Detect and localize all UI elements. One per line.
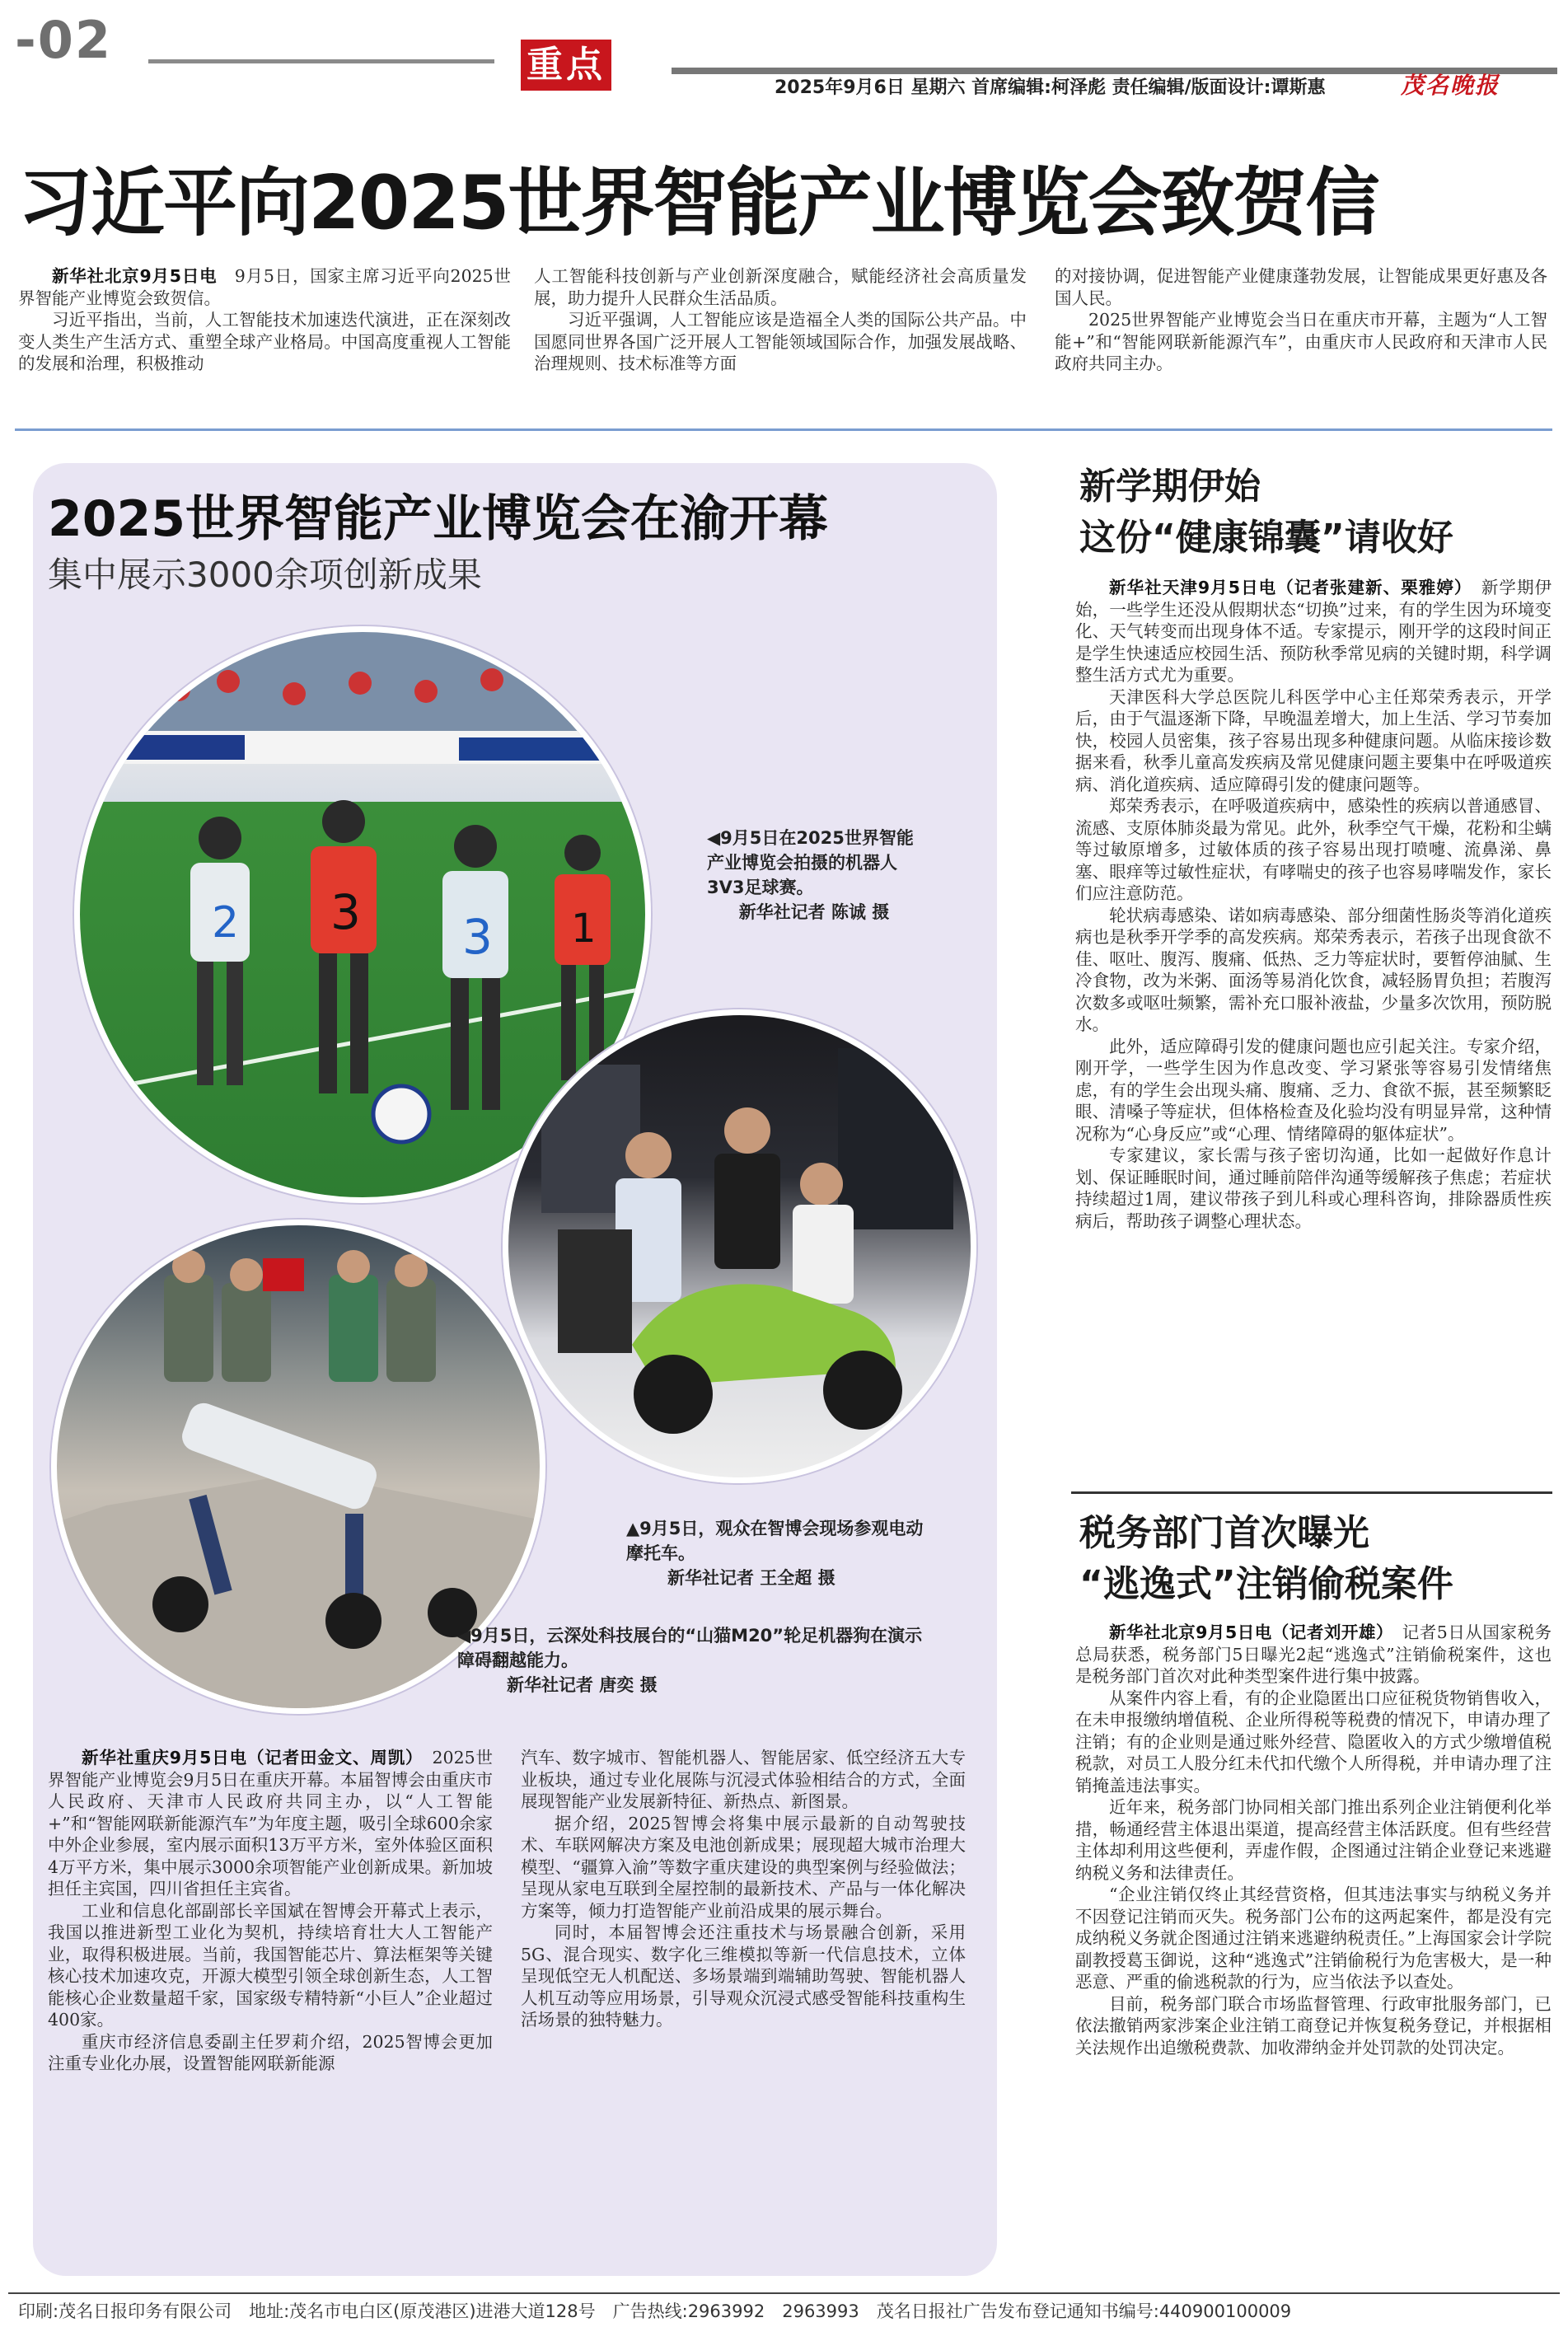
paragraph-text: 此外，适应障碍引发的健康问题也应引起关注。专家介绍，刚开学，一些学生因为作息改变、学习紧张等容易引发情绪焦虑，有的学生会出现头痛、腹痛、乏力、食欲不振，甚至频繁眨眼、清嗓子等症状，但体格检查及化验均没有明显异常，这种情况称为“心身反应”或“心理、情绪障碍的躯体症状”。 bbox=[1075, 1036, 1552, 1144]
paper-logo: 茂名晚报 bbox=[1401, 72, 1500, 99]
paragraph-text: 2025世界智能产业博览会当日在重庆市开幕，主题为“人工智能+”和“智能网联新能源汽车”，由重庆市人民政府和天津市人民政府共同主办。 bbox=[1055, 310, 1547, 373]
article-paragraph bbox=[18, 265, 511, 309]
article-paragraph bbox=[1075, 1993, 1552, 2059]
paragraph-text: 天津医科大学总医院儿科医学中心主任郑荣秀表示，开学后，由于气温逐渐下降，早晚温差增大，加上生活、学习节奏加快，校园人员密集，孩子容易出现多种健康问题。从临床接诊数据来看，秋季儿童高发疾病及常见健康问题主要集中在呼吸道疾病、消化道疾病、适应障碍引发的健康问题等。 bbox=[1075, 686, 1552, 794]
article-paragraph bbox=[534, 265, 1027, 309]
paragraph-text: 工业和信息化部副部长辛国斌在智博会开幕式上表示，我国以推进新型工业化为契机，持续培育壮大人工智能产业，取得积极进展。当前，我国智能芯片、算法框架等关键核心技术加速攻克，开源大模型引领全球创新生态，人工智能核心企业数量超千家，国家级专精特新“小巨人”企业超过400家。 bbox=[48, 1900, 493, 2030]
paragraph-text: 新学期伊始，一些学生还没从假期状态“切换”过来，有的学生因为环境变化、天气转变而出现身体不适。专家提示，刚开学的这段时间正是学生快速适应校园生活、预防秋季常见病的关键时期，科学调整生活方式尤为重要。 bbox=[1075, 578, 1552, 685]
footer-imprint: 印刷:茂名日报印务有限公司 地址:茂名市电白区(原茂港区)进港大道128号 广告热线:2963992 2963993 茂名日报社广告发布登记通知书编号:440900100009 bbox=[18, 2301, 1292, 2321]
paragraph-text: 记者5日从国家税务总局获悉，税务部门5日曝光2起“逃逸式”注销偷税案件，这也是税务部门首次对此种类型案件进行集中披露。 bbox=[1075, 1622, 1552, 1686]
dateline-lead: 新华社北京9月5日电（记者刘开雄） bbox=[1109, 1622, 1385, 1642]
visitor bbox=[714, 1107, 780, 1269]
section-divider bbox=[15, 428, 1552, 431]
expo-column-2 bbox=[521, 1747, 966, 2031]
photo1-caption-text: ◀9月5日在2025世界智能产业博览会拍摄的机器人3V3足球赛。 bbox=[707, 828, 914, 897]
photo3-caption bbox=[457, 1623, 939, 1697]
health-headline-line2: 这份“健康锦囊”请收好 bbox=[1079, 517, 1453, 559]
article-paragraph bbox=[1075, 1884, 1552, 1993]
article-paragraph bbox=[1075, 1796, 1552, 1884]
health-body bbox=[1075, 577, 1552, 1232]
robot-player bbox=[311, 800, 377, 1093]
dateline-lead: 新华社天津9月5日电（记者张建新、栗雅婷） bbox=[1109, 578, 1464, 597]
paragraph-text: 9月5日，国家主席习近平向2025世界智能产业博览会致贺信。 bbox=[18, 266, 512, 308]
page-number: -02 bbox=[15, 10, 113, 70]
motorbike-scene bbox=[508, 1015, 976, 1483]
dateline-lead: 新华社北京9月5日电 bbox=[52, 266, 218, 286]
jersey-number: 3 bbox=[330, 884, 361, 940]
paragraph-text: 轮状病毒感染、诺如病毒感染、部分细菌性肠炎等消化道疾病也是秋季开学季的高发疾病。郑荣秀表示，若孩子出现食欲不佳、呕吐、腹泻、腹痛、低热、乏力等症状时，要暂停油腻、生冷食物，改为米粥、面汤等易消化饮食，减轻肠胃负担；若腹泻次数多或呕吐频繁，需补充口服补液盐，少量多次饮用，预防脱水。 bbox=[1075, 905, 1552, 1034]
lead-column-3 bbox=[1055, 265, 1547, 375]
photo2-caption bbox=[626, 1516, 939, 1590]
paragraph-text: 习近平强调，人工智能应该是造福全人类的国际公共产品。中国愿同世界各国广泛开展人工智能领域国际合作，加强发展战略、治理规则、技术标准等方面 bbox=[534, 310, 1027, 373]
tax-headline bbox=[1079, 1508, 1549, 1610]
paragraph-text: 汽车、数字城市、智能机器人、智能居家、低空经济五大专业板块，通过专业化展陈与沉浸式体验相结合的方式，全面展现智能产业发展新特征、新热点、新图景。 bbox=[521, 1748, 966, 1811]
article-paragraph bbox=[1075, 1036, 1552, 1145]
photo2-caption-text: ▲9月5日，观众在智博会现场参观电动摩托车。 bbox=[626, 1519, 924, 1563]
scooter-wheel bbox=[823, 1351, 902, 1430]
paragraph-text: 据介绍，2025智博会将集中展示最新的自动驾驶技术、车联网解决方案及电池创新成果；展现超大城市治理大模型、“疆算入渝”等数字重庆建设的典型案例与经验做法；呈现从家电互联到全屋控制的最新技术、产品与一体化解决方案等，倾力打造智能产业前沿成果的展示舞台。 bbox=[521, 1813, 966, 1921]
robot-player bbox=[442, 825, 508, 1110]
robot-player bbox=[190, 817, 250, 1085]
photo1-credit: 新华社记者 陈诚 摄 bbox=[738, 902, 890, 922]
robot-player bbox=[555, 835, 611, 1080]
article-paragraph bbox=[48, 1900, 493, 2031]
footer-rule bbox=[8, 2292, 1560, 2294]
paragraph-text: 同时，本届智博会还注重技术与场景融合创新，采用5G、混合现实、数字化三维模拟等新一代信息技术，立体呈现低空无人机配送、多场景端到端辅助驾驶、智能机器人人机互动等应用场景，引导观众沉浸式感受智能科技重构生活场景的独特魅力。 bbox=[521, 1922, 966, 2030]
jersey-number: 2 bbox=[212, 898, 240, 948]
paragraph-text: 郑荣秀表示，在呼吸道疾病中，感染性的疾病以普通感冒、流感、支原体肺炎最为常见。此外，秋季空气干燥，花粉和尘螨等过敏原增多，过敏体质的孩子容易出现打喷嚏、流鼻涕、鼻塞、眼痒等过敏性症状，有哮喘史的孩子也容易哮喘发作，家长们应注意防范。 bbox=[1075, 796, 1552, 903]
tax-headline-line2: “逃逸式”注销偷税案件 bbox=[1079, 1563, 1453, 1605]
scooter-wheel bbox=[634, 1355, 713, 1434]
paragraph-text: 2025世界智能产业博览会9月5日在重庆开幕。本届智博会由重庆市人民政府、天津市人民政府共同主办，以“人工智能+”和“智能网联新能源汽车”为年度主题，吸引全球600余家中外企业参展，室内展示面积13万平方米，室外体验区面积4万平方米，集中展示3000余项智能产业创新成果。新加坡担任主宾国，四川省担任主宾省。 bbox=[48, 1748, 493, 1899]
article-paragraph bbox=[1075, 686, 1552, 796]
lead-headline: 习近平向2025世界智能产业博览会致贺信 bbox=[18, 160, 1378, 246]
article-paragraph bbox=[48, 1747, 493, 1900]
paragraph-text: 人工智能科技创新与产业创新深度融合，赋能经济社会高质量发展，助力提升人民群众生活品质。 bbox=[534, 266, 1027, 308]
article-paragraph bbox=[521, 1747, 966, 1813]
paragraph-text: 近年来，税务部门协同相关部门推出系列企业注销便利化举措，畅通经营主体退出渠道，提高经营主体活跃度。但有些经营主体却利用这些便利，弄虚作假，企图通过注销企业登记来逃避纳税义务和法律责任。 bbox=[1075, 1797, 1552, 1883]
article-paragraph bbox=[1075, 1622, 1552, 1688]
paragraph-text: 习近平指出，当前，人工智能技术加速迭代演进，正在深刻改变人类生产生活方式、重塑全球产业格局。中国高度重视人工智能的发展和治理，积极推动 bbox=[18, 310, 511, 373]
expo-column-1 bbox=[48, 1747, 493, 2075]
tax-headline-line1: 税务部门首次曝光 bbox=[1079, 1512, 1369, 1554]
paragraph-text: 的对接协调，促进智能产业健康蓬勃发展，让智能成果更好惠及各国人民。 bbox=[1055, 266, 1547, 308]
paragraph-text: 目前，税务部门联合市场监督管理、行政审批服务部门，已依法撤销两家涉案企业注销工商登记并恢复税务登记，并根据相关法规作出追缴税费款、加收滞纳金并处罚款的处罚决定。 bbox=[1075, 1993, 1552, 2058]
health-headline-line1: 新学期伊始 bbox=[1079, 466, 1261, 508]
article-paragraph bbox=[1055, 309, 1547, 375]
football bbox=[373, 1086, 429, 1142]
expo-headline: 2025世界智能产业博览会在渝开幕 bbox=[48, 490, 828, 548]
article-paragraph bbox=[521, 1922, 966, 2031]
paragraph-text: 重庆市经济信息委副主任罗莉介绍，2025智博会更加注重专业化办展，设置智能网联新能源 bbox=[48, 2031, 493, 2073]
health-headline bbox=[1079, 461, 1541, 564]
article-paragraph bbox=[18, 309, 511, 375]
article-paragraph bbox=[534, 309, 1027, 375]
paragraph-text: 专家建议，家长需与孩子密切沟通，比如一起做好作息计划、保证睡眠时间，通过睡前陪伴沟通等缓解孩子焦虑；若症状持续超过1周，建议带孩子到儿科或心理科咨询，排除器质性疾病后，帮助孩子调整心理状态。 bbox=[1075, 1145, 1552, 1231]
article-paragraph bbox=[1075, 795, 1552, 905]
article-paragraph bbox=[1055, 265, 1547, 309]
tax-body bbox=[1075, 1622, 1552, 2058]
article-paragraph bbox=[1075, 577, 1552, 686]
section-badge: 重点 bbox=[521, 40, 611, 91]
photo3-credit: 新华社记者 唐奕 摄 bbox=[507, 1675, 658, 1695]
article-paragraph bbox=[48, 2031, 493, 2075]
dateline: 2025年9月6日 星期六 首席编辑:柯泽彪 责任编辑/版面设计:谭斯惠 bbox=[775, 77, 1326, 98]
photo2-credit: 新华社记者 王全超 摄 bbox=[667, 1568, 835, 1588]
jersey-number: 1 bbox=[571, 906, 597, 952]
paragraph-text: 从案件内容上看，有的企业隐匿出口应征税货物销售收入，在未申报缴纳增值税、企业所得税等税费的情况下，申请办理了注销；有的企业则是通过账外经营、隐匿收入的方式少缴增值税税款，对员工人股分红未代扣代缴个人所得税，并申请办理了注销掩盖违法事实。 bbox=[1075, 1688, 1552, 1796]
expo-subhead: 集中展示3000余项创新成果 bbox=[48, 555, 482, 595]
motorbike-photo bbox=[503, 1009, 976, 1483]
photo3-caption-text: ◀9月5日，云深处科技展台的“山猫M20”轮足机器狗在演示障碍翻越能力。 bbox=[457, 1626, 923, 1670]
masthead-rule-left bbox=[148, 59, 494, 63]
paragraph-text: “企业注销仅终止其经营资格，但其违法事实与纳税义务并不因登记注销而灭失。税务部门公布的这两起案件，都是没有完成纳税义务就企图通过注销来逃避纳税责任。”上海国家会计学院副教授葛玉御说，这种“逃逸式”注销偷税行为危害极大，是一种恶意、严重的偷逃税款的行为，应当依法予以查处。 bbox=[1075, 1885, 1552, 1992]
article-paragraph bbox=[1075, 1145, 1552, 1232]
article-paragraph bbox=[1075, 1688, 1552, 1797]
jersey-number: 3 bbox=[462, 909, 493, 965]
lead-column-2 bbox=[534, 265, 1027, 375]
dateline-lead: 新华社重庆9月5日电（记者田金文、周凯） bbox=[82, 1748, 415, 1767]
article-paragraph bbox=[521, 1813, 966, 1922]
article-paragraph bbox=[1075, 905, 1552, 1036]
right-column-rule bbox=[1071, 1491, 1552, 1494]
photo1-caption bbox=[707, 826, 921, 925]
lead-column-1 bbox=[18, 265, 511, 375]
